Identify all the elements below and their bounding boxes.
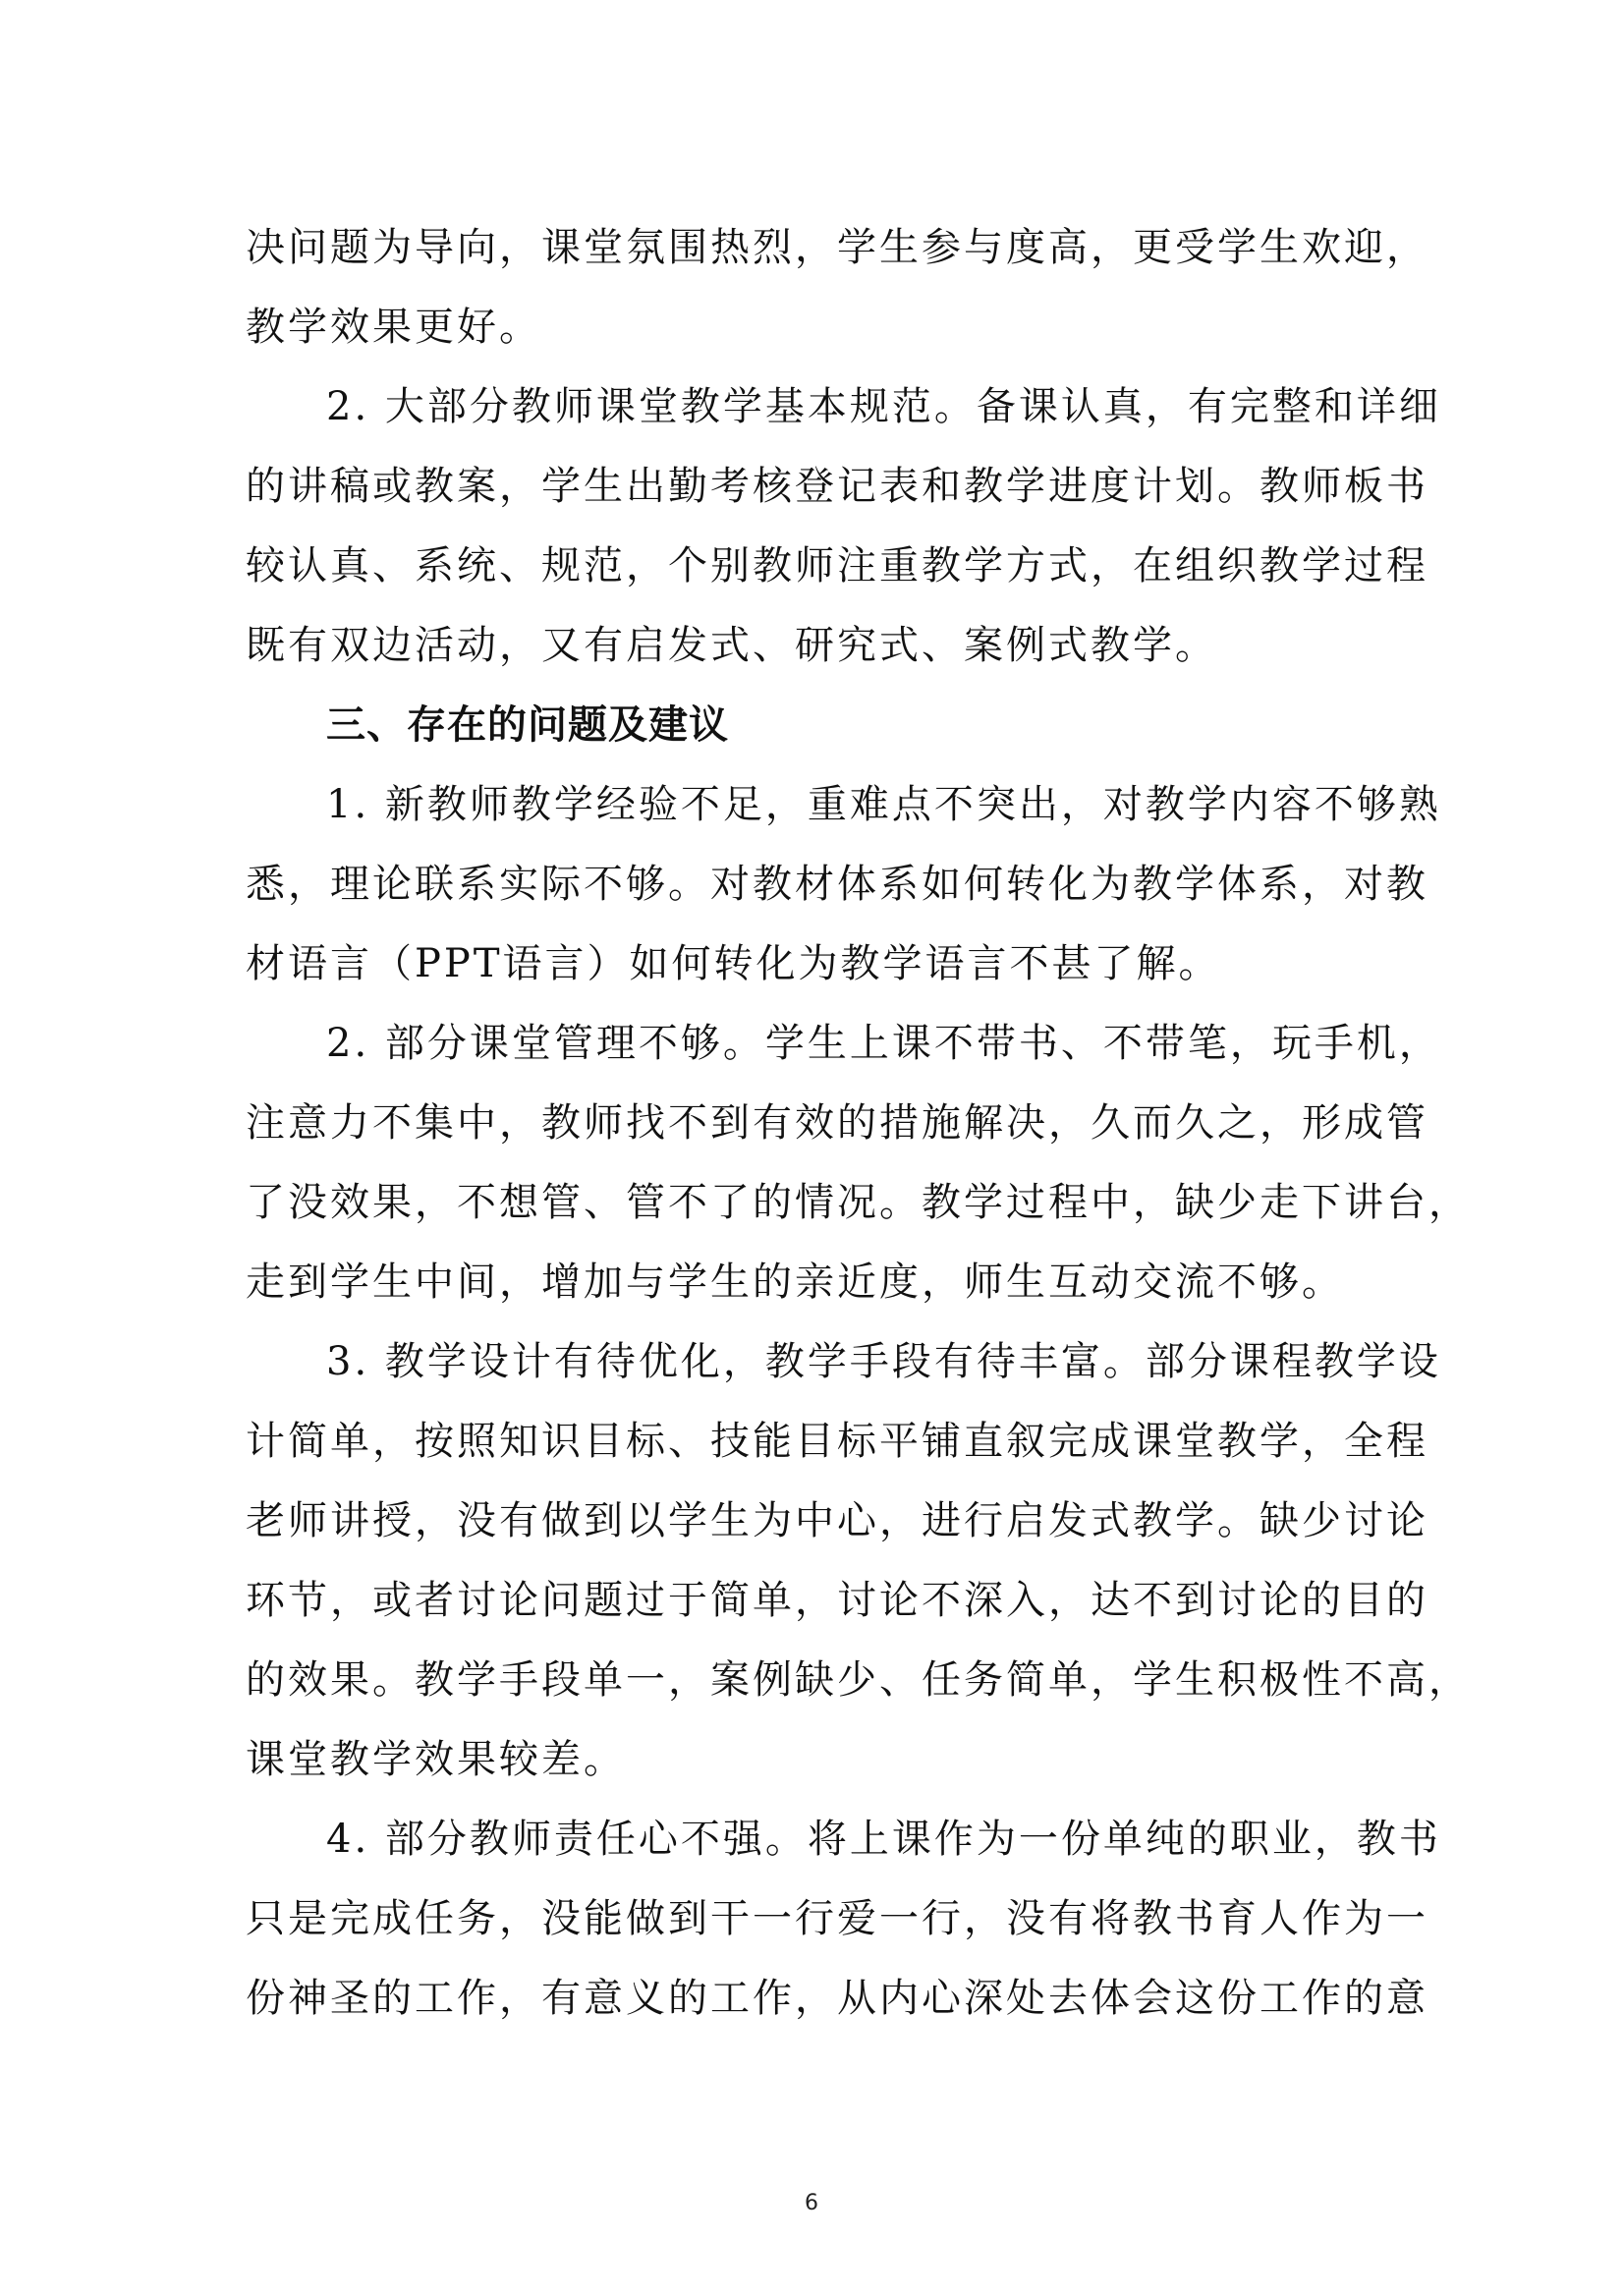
text-line: 计简单，按照知识目标、技能目标平铺直叙完成课堂教学，全程 xyxy=(246,1419,1428,1464)
text-line: 悉，理论联系实际不够。对教材体系如何转化为教学体系，对教 xyxy=(246,862,1428,907)
text-line: 环节，或者讨论问题过于简单，讨论不深入，达不到讨论的目的 xyxy=(246,1578,1428,1623)
text-line: 2. 部分课堂管理不够。学生上课不带书、不带笔，玩手机， xyxy=(326,1021,1441,1066)
text-line: 4. 部分教师责任心不强。将上课作为一份单纯的职业，教书 xyxy=(326,1817,1441,1862)
text-line: 1. 新教师教学经验不足，重难点不突出，对教学内容不够熟 xyxy=(326,782,1441,827)
document-body xyxy=(246,208,1471,2039)
text-line: 教学效果更好。 xyxy=(246,305,541,350)
text-line: 决问题为导向，课堂氛围热烈，学生参与度高，更受学生欢迎， xyxy=(246,225,1428,270)
page-number: 6 xyxy=(805,2191,818,2215)
text-line: 3. 教学设计有待优化，教学手段有待丰富。部分课程教学设 xyxy=(326,1339,1441,1384)
text-line: 较认真、系统、规范，个别教师注重教学方式，在组织教学过程 xyxy=(246,543,1428,588)
text-line: 老师讲授，没有做到以学生为中心，进行启发式教学。缺少讨论 xyxy=(246,1498,1428,1543)
text-line: 课堂教学效果较差。 xyxy=(246,1737,626,1782)
text-line: 注意力不集中，教师找不到有效的措施解决，久而久之，形成管 xyxy=(246,1100,1428,1146)
text-line: 的讲稿或教案，学生出勤考核登记表和教学进度计划。教师板书 xyxy=(246,464,1428,509)
text-line: 既有双边活动，又有启发式、研究式、案例式教学。 xyxy=(246,623,1217,668)
text-line: 走到学生中间，增加与学生的亲近度，师生互动交流不够。 xyxy=(246,1260,1344,1305)
text-line: 的效果。教学手段单一，案例缺少、任务简单，学生积极性不高， xyxy=(246,1657,1471,1703)
text-line: 2. 大部分教师课堂教学基本规范。备课认真，有完整和详细 xyxy=(326,384,1441,429)
text-line: 份神圣的工作，有意义的工作，从内心深处去体会这份工作的意 xyxy=(246,1976,1428,2021)
section-heading: 三、存在的问题及建议 xyxy=(326,702,729,748)
text-line: 材语言（PPT语言）如何转化为教学语言不甚了解。 xyxy=(246,941,1221,986)
text-line: 了没效果，不想管、管不了的情况。教学过程中，缺少走下讲台， xyxy=(246,1180,1471,1225)
text-line: 只是完成任务，没能做到干一行爱一行，没有将教书育人作为一 xyxy=(246,1896,1428,1941)
